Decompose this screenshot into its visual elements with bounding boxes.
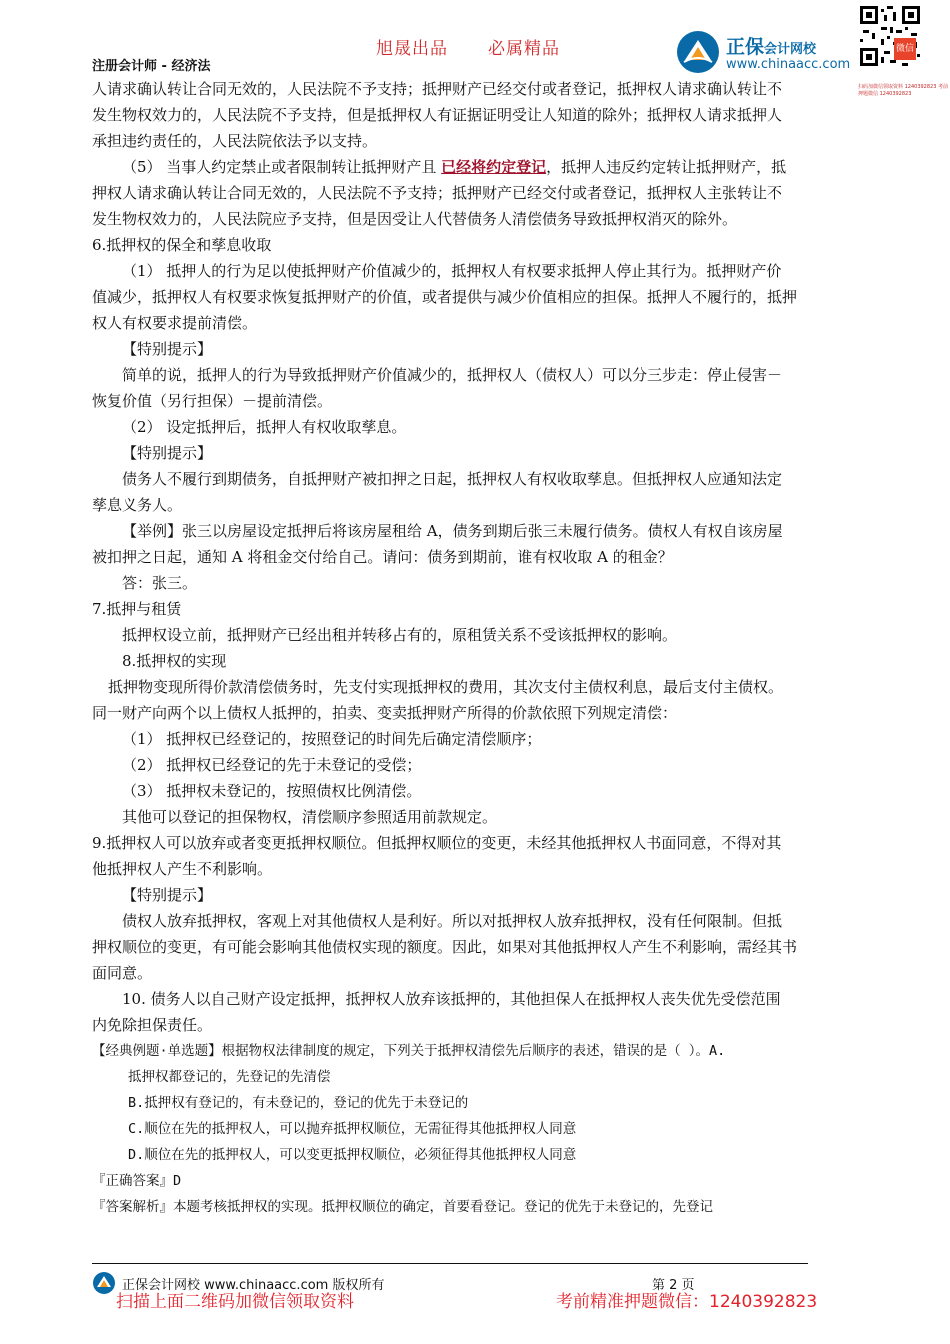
line-prefix: （5） 当事人约定禁止或者限制转让抵押财产且 <box>122 158 442 176</box>
header-promo <box>376 34 600 59</box>
section-heading: 6.抵押权的保全和孳息收取 <box>92 236 272 254</box>
example-line: 【举例】张三以房屋设定抵押后将该房屋租给 A，债务到期后张三未履行债务。债权人有权自该房屋 <box>122 522 783 540</box>
correct-answer: 『正确答案』D <box>92 1173 182 1189</box>
logo-brand-sub: 会计网校 <box>764 42 817 57</box>
paragraph-line: （1） 抵押人的行为足以使抵押财产价值减少的，抵押权人有权要求抵押人停止其行为。抵押财产价 <box>122 262 782 280</box>
option-b: B.抵押权有登记的，有未登记的，登记的优先于未登记的 <box>128 1095 469 1111</box>
qr-note: 扫码加微信领取资料 1240392823 考前押题微信 1240392823 <box>858 84 948 97</box>
answer-explanation: 『答案解析』本题考核抵押权的实现。抵押权顺位的确定，首要看登记。登记的优先于未登记的，先登记 <box>92 1199 713 1215</box>
footer-copyright: 正保会计网校 www.chinaacc.com 版权所有 <box>122 1278 385 1293</box>
footer-divider <box>92 1263 808 1264</box>
paragraph-line: 债务人不履行到期债务，自抵押财产被扣押之日起，抵押权人有权收取孳息。但抵押权人应通知法定 <box>122 470 783 488</box>
paragraph-line: 孳息义务人。 <box>92 496 183 514</box>
paragraph-line: 押权顺位的变更，有可能会影响其他债权实现的额度。因此，如果对其他抵押权人产生不利影响，需经其书 <box>92 938 798 956</box>
list-item: （2） 抵押权已经登记的先于未登记的受偿； <box>122 756 422 774</box>
answer-line: 答：张三。 <box>122 574 198 592</box>
paragraph-line: 面同意。 <box>92 964 153 982</box>
tip-heading: 【特别提示】 <box>122 886 213 904</box>
paragraph-line: 抵押权设立前，抵押财产已经出租并转移占有的，原租赁关系不受该抵押权的影响。 <box>122 626 678 644</box>
option-d: D.顺位在先的抵押权人，可以变更抵押权顺位，必须征得其他抵押权人同意 <box>128 1147 577 1163</box>
logo-mark-icon <box>676 30 720 74</box>
logo-brand <box>726 32 816 59</box>
paragraph-line: 人请求确认转让合同无效的，人民法院不予支持；抵押财产已经交付或者登记，抵押权人请求确认转让不 <box>92 80 783 98</box>
example-line: 被扣押之日起，通知 A 将租金交付给自己。请问：债务到期前，谁有权收取 A 的租金？ <box>92 548 673 566</box>
paragraph-line: 债权人放弃抵押权，客观上对其他债权人是利好。所以对抵押权人放弃抵押权，没有任何限制。但抵 <box>122 912 783 930</box>
page-number: 第 2 页 <box>652 1278 695 1293</box>
paragraph-line: 其他可以登记的担保物权，清偿顺序参照适用前款规定。 <box>122 808 498 826</box>
option-a: 抵押权都登记的，先登记的先清偿 <box>128 1069 331 1085</box>
paragraph-line: 抵押物变现所得价款清偿债务时，先支付实现抵押权的费用，其次支付主债权利息，最后支付主债权。 <box>108 678 784 696</box>
logo-brand-main: 正保 <box>726 36 765 58</box>
paragraph-line: 发生物权效力的，人民法院不予支持，但是抵押权人有证据证明受让人知道的除外；抵押权人请求抵押人 <box>92 106 783 124</box>
footer-promo-right: 考前精准押题微信：1240392823 <box>556 1292 818 1312</box>
paragraph-line: 权人有权要求提前清偿。 <box>92 314 258 332</box>
page-header <box>0 0 950 78</box>
logo-url: www.chinaacc.com <box>726 57 851 72</box>
section-heading: 9.抵押权人可以放弃或者变更抵押权顺位。但抵押权顺位的变更，未经其他抵押权人书面同意，不得对其 <box>92 834 782 852</box>
paragraph-line: 内免除担保责任。 <box>92 1016 213 1034</box>
paragraph-line: 他抵押权人产生不利影响。 <box>92 860 273 878</box>
paragraph-line: 发生物权效力的，人民法院应予支持，但是因受让人代替债务人清偿债务导致抵押权消灭的除外。 <box>92 210 738 228</box>
promo-text-2: 必属精品 <box>488 39 560 59</box>
chinaacc-logo[interactable] <box>676 30 856 78</box>
option-c: C.顺位在先的抵押权人，可以抛弃抵押权顺位，无需征得其他抵押权人同意 <box>128 1121 577 1137</box>
section-heading: 10. 债务人以自己财产设定抵押，抵押权人放弃该抵押的，其他担保人在抵押权人丧失优先受偿范围 <box>122 990 781 1008</box>
tip-heading: 【特别提示】 <box>122 444 213 462</box>
emphasis-text: 已经将约定登记 <box>441 158 547 176</box>
paragraph-line <box>92 154 862 180</box>
document-body <box>92 76 862 1220</box>
footer-promo-left: 扫描上面二维码加微信领取资料 <box>116 1292 354 1312</box>
course-title: 注册会计师 - 经济法 <box>92 59 211 74</box>
section-heading: 8.抵押权的实现 <box>122 652 227 670</box>
wechat-badge: 微信 <box>894 38 916 60</box>
paragraph-line: 恢复价值（另行担保）－提前清偿。 <box>92 392 333 410</box>
footer-logo-icon <box>92 1271 116 1295</box>
paragraph-line: 同一财产向两个以上债权人抵押的，拍卖、变卖抵押财产所得的价款依照下列规定清偿： <box>92 704 678 722</box>
paragraph-line: 押权人请求确认转让合同无效的，人民法院不予支持；抵押财产已经交付或者登记，抵押权人主张转让不 <box>92 184 783 202</box>
paragraph-line: 承担违约责任的，人民法院依法予以支持。 <box>92 132 378 150</box>
paragraph-line: 简单的说，抵押人的行为导致抵押财产价值减少的，抵押权人（债权人）可以分三步走：停止侵害－ <box>122 366 783 384</box>
list-item: （3） 抵押权未登记的，按照债权比例清偿。 <box>122 782 422 800</box>
paragraph-line: 值减少，抵押权人有权要求恢复抵押财产的价值，或者提供与减少价值相应的担保。抵押人不履行的，抵押 <box>92 288 798 306</box>
paragraph-line: （2） 设定抵押后，抵押人有权收取孳息。 <box>122 418 407 436</box>
line-suffix: ，抵押人违反约定转让抵押财产，抵 <box>546 158 787 176</box>
tip-heading: 【特别提示】 <box>122 340 213 358</box>
question-stem: 【经典例题·单选题】根据物权法律制度的规定，下列关于抵押权清偿先后顺序的表述，错误的是（ ）。A. <box>92 1043 726 1059</box>
list-item: （1） 抵押权已经登记的，按照登记的时间先后确定清偿顺序； <box>122 730 542 748</box>
promo-text-1: 旭晟出品 <box>376 39 448 59</box>
section-heading: 7.抵押与租赁 <box>92 600 182 618</box>
